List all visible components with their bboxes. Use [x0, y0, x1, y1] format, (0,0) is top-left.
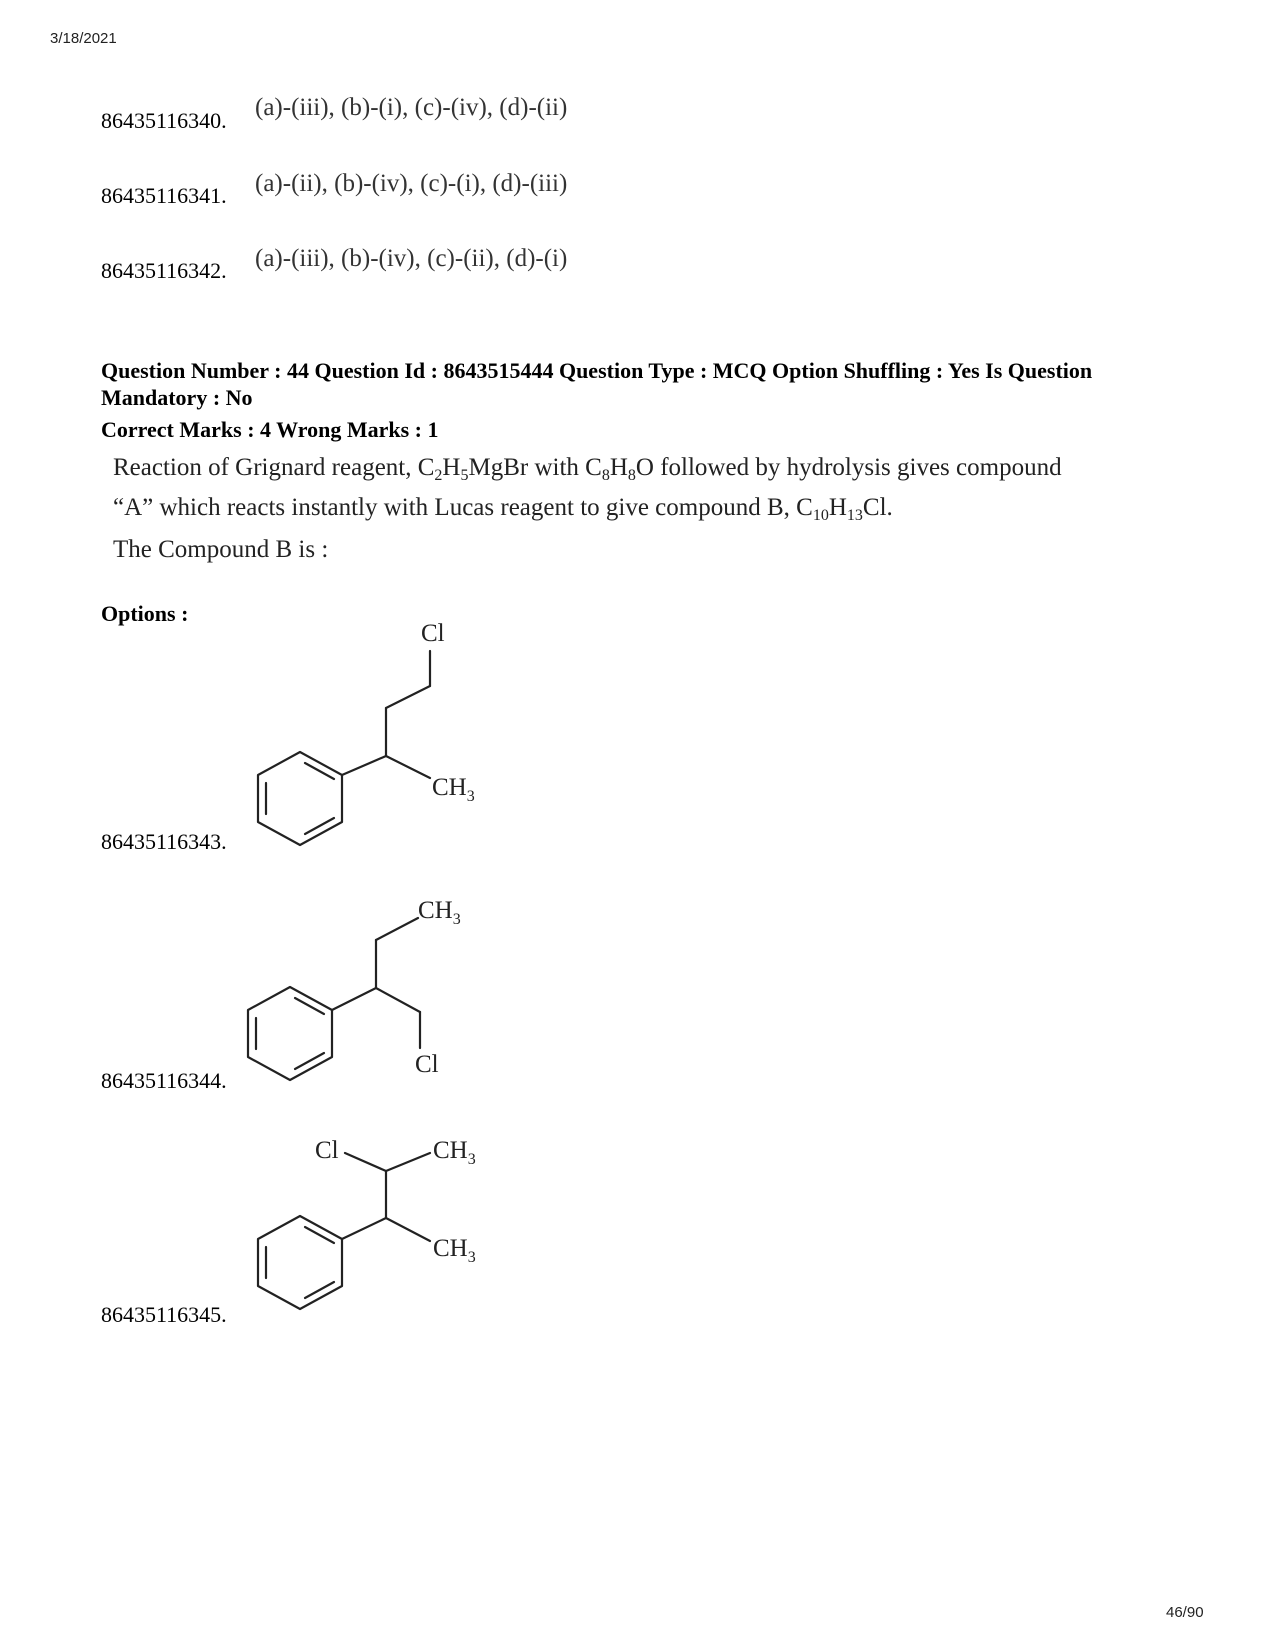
question-marks: Correct Marks : 4 Wrong Marks : 1 — [101, 417, 439, 442]
option-id: 86435116341. — [101, 183, 227, 208]
option-id: 86435116344. — [101, 1068, 227, 1093]
chlorine-label: Cl — [421, 620, 445, 647]
option-id: 86435116343. — [101, 829, 227, 854]
methyl-label: $CH_3$ — [418, 897, 461, 928]
option-text: (a)-(ii), (b)-(iv), (c)-(i), (d)-(iii) — [255, 170, 568, 197]
option-id: 86435116340. — [101, 108, 227, 133]
question-meta: Question Number : 44 Question Id : 8643515444 Question Type : MCQ Option Shuffling : Yes Is Question Mandatory : No — [101, 358, 1093, 410]
option-text: (a)-(iii), (b)-(iv), (c)-(ii), (d)-(i) — [255, 245, 568, 272]
option-text: (a)-(iii), (b)-(i), (c)-(iv), (d)-(ii) — [255, 94, 568, 121]
print-date: 3/18/2021 — [50, 30, 117, 47]
question-stem-line-1: Reaction of Grignard reagent, $C_2H_5MgBr$ with $C_8H_8O$ followed by hydrolysis gives compound — [113, 454, 1062, 484]
page-number: 46/90 — [1166, 1604, 1204, 1621]
option-id: 86435116342. — [101, 258, 227, 283]
methyl-label: $CH_3$ — [432, 774, 475, 805]
chlorine-label: Cl — [415, 1051, 439, 1078]
methyl-label: $CH_3$ — [433, 1235, 476, 1266]
option-id: 86435116345. — [101, 1302, 227, 1327]
options-label: Options : — [101, 601, 189, 626]
chlorine-label: Cl — [315, 1137, 339, 1164]
question-stem-line-2: “A” which reacts instantly with Lucas reagent to give compound B, $C_{10}H_{13}Cl$. — [113, 494, 893, 524]
question-stem-line-3: The Compound B is : — [113, 536, 329, 563]
methyl-label: $CH_3$ — [433, 1137, 476, 1168]
